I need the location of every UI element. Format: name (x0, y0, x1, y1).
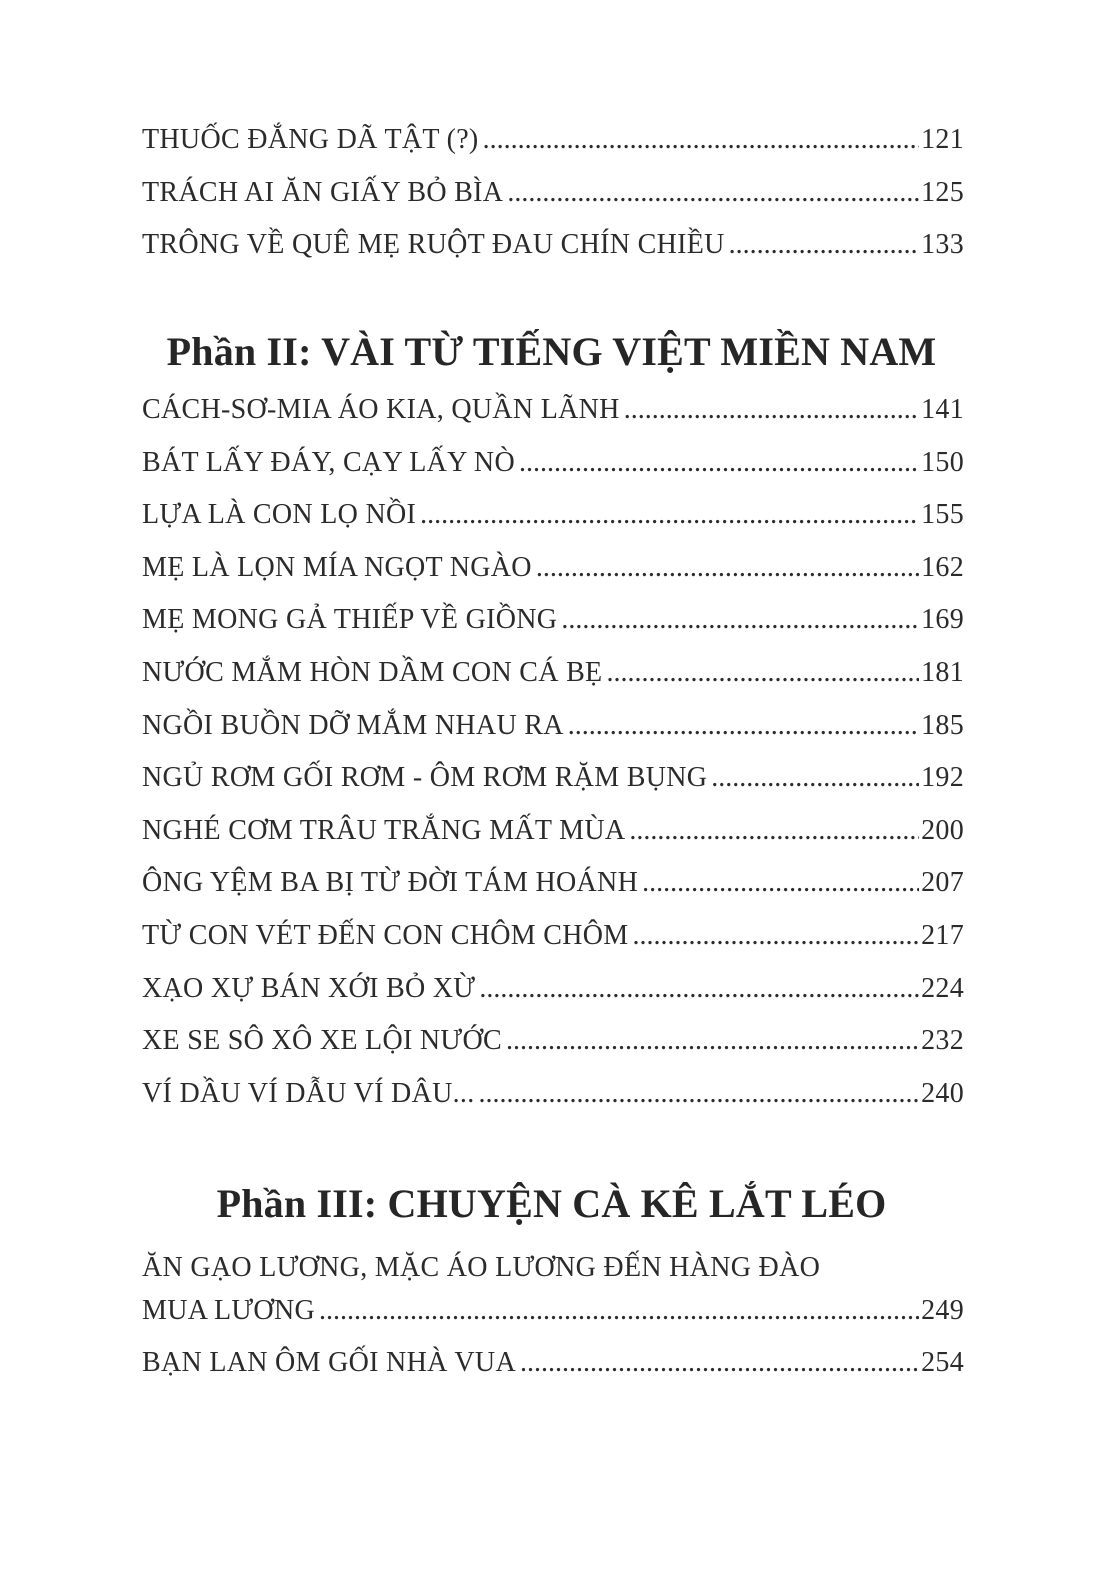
toc-entry (142, 177, 964, 230)
toc-entry-page: 141 (921, 394, 964, 425)
toc-entry-page: 169 (921, 604, 964, 636)
toc-entry-title: NGỦ RƠM GỐI RƠM - ÔM RƠM RẶM BỤNG (142, 762, 708, 794)
toc-entry-line2 (142, 1295, 964, 1348)
part1-entries (142, 124, 964, 282)
toc-entry (142, 920, 964, 973)
dot-leader (506, 1025, 919, 1057)
dot-leader (568, 710, 919, 742)
toc-entry (142, 447, 964, 500)
toc-entry-page: 249 (921, 1294, 964, 1326)
toc-entry-title: VÍ DẦU VÍ DẪU VÍ DÂU... (142, 1077, 475, 1109)
dot-leader (606, 657, 919, 689)
toc-entry (142, 229, 964, 282)
toc-entry-page: 232 (921, 1025, 964, 1057)
toc-entry (142, 815, 964, 868)
toc-entry (142, 1025, 964, 1078)
toc-entry-title: LỰA LÀ CON LỌ NỒI (142, 499, 417, 531)
toc-entry-title: TỪ CON VÉT ĐẾN CON CHÔM CHÔM (142, 919, 629, 951)
toc-entry-title: XE SE SÔ XÔ XE LỘI NƯỚC (142, 1025, 502, 1057)
toc-entry (142, 867, 964, 920)
dot-leader (729, 229, 919, 261)
toc-entry (142, 552, 964, 605)
dot-leader (629, 815, 919, 847)
part3-heading: Phần III: CHUYỆN CÀ KÊ LẮT LÉO (216, 1181, 887, 1226)
toc-entry-title: MẸ LÀ LỌN MÍA NGỌT NGÀO (142, 551, 532, 583)
toc-entry-title: BẠN LAN ÔM GỐI NHÀ VUA (142, 1347, 516, 1379)
toc-entry-title: TRÔNG VỀ QUÊ MẸ RUỘT ĐAU CHÍN CHIỀU (142, 229, 725, 261)
toc-entry (142, 499, 964, 552)
dot-leader (561, 604, 919, 636)
part3-entries (142, 1242, 964, 1400)
toc-entry (142, 657, 964, 710)
toc-entry-title: BÁT LẤY ĐÁY, CẠY LẤY NÒ (142, 446, 515, 478)
toc-entry-page: 150 (921, 446, 964, 478)
toc-entry-page: 181 (921, 656, 964, 688)
toc-entry-page: 133 (921, 229, 964, 261)
toc-entry-page: 125 (921, 176, 964, 208)
toc-entry-page: 155 (921, 499, 964, 531)
toc-entry (142, 394, 964, 447)
toc-entry-page: 217 (921, 919, 964, 951)
part2-entries (142, 394, 964, 1130)
dot-leader (519, 447, 919, 479)
toc-entry-page: 224 (921, 972, 964, 1004)
toc-entry-title: XẠO XỰ BÁN XỚI BỎ XỪ (142, 972, 476, 1004)
toc-entry-page: 207 (921, 867, 964, 899)
dot-leader (520, 1347, 919, 1379)
dot-leader (632, 920, 919, 952)
toc-entry-title: TRÁCH AI ĂN GIẤY BỎ BÌA (142, 176, 504, 208)
toc-entry (142, 762, 964, 815)
dot-leader (319, 1295, 919, 1327)
toc-entry-page: 240 (921, 1077, 964, 1109)
toc-entry-title: NGỒI BUỒN DỠ MẮM NHAU RA (142, 709, 564, 741)
dot-leader (507, 177, 919, 209)
dot-leader (420, 499, 919, 531)
toc-entry (142, 710, 964, 763)
toc-entry-title: MẸ MONG GẢ THIẾP VỀ GIỒNG (142, 604, 558, 636)
toc-entry (142, 124, 964, 177)
dot-leader (479, 973, 919, 1005)
toc-entry (142, 1242, 964, 1347)
toc-entry-title: CÁCH-SƠ-MIA ÁO KIA, QUẦN LÃNH (142, 394, 620, 425)
toc-entry-page: 185 (921, 709, 964, 741)
toc-entry-title: ÔNG YỆM BA BỊ TỪ ĐỜI TÁM HOÁNH (142, 867, 639, 899)
toc-entry (142, 1078, 964, 1131)
toc-entry-page: 200 (921, 814, 964, 846)
toc-entry-page: 254 (921, 1347, 964, 1379)
toc-entry-page: 162 (921, 551, 964, 583)
toc-entry-title-line2: MUA LƯƠNG (142, 1294, 315, 1326)
dot-leader (624, 394, 919, 426)
dot-leader (642, 867, 919, 899)
toc-entry-page: 192 (921, 762, 964, 794)
toc-entry-title: THUỐC ĐẮNG DÃ TẬT (?) (142, 124, 479, 155)
toc-entry-title: NƯỚC MẮM HÒN DẦM CON CÁ BẸ (142, 656, 603, 688)
dot-leader (536, 552, 919, 584)
toc-entry-page: 121 (921, 124, 964, 155)
toc-entry-title: NGHÉ CƠM TRÂU TRẮNG MẤT MÙA (142, 814, 626, 846)
toc-entry-title-line1: ĂN GẠO LƯƠNG, MẶC ÁO LƯƠNG ĐẾN HÀNG ĐÀO (142, 1252, 821, 1283)
dot-leader (483, 124, 920, 156)
part2-heading: Phần II: VÀI TỪ TIẾNG VIỆT MIỀN NAM (166, 329, 937, 374)
toc-entry (142, 973, 964, 1026)
toc-entry (142, 1347, 964, 1400)
toc-entry (142, 604, 964, 657)
dot-leader (711, 762, 919, 794)
dot-leader (479, 1078, 920, 1110)
